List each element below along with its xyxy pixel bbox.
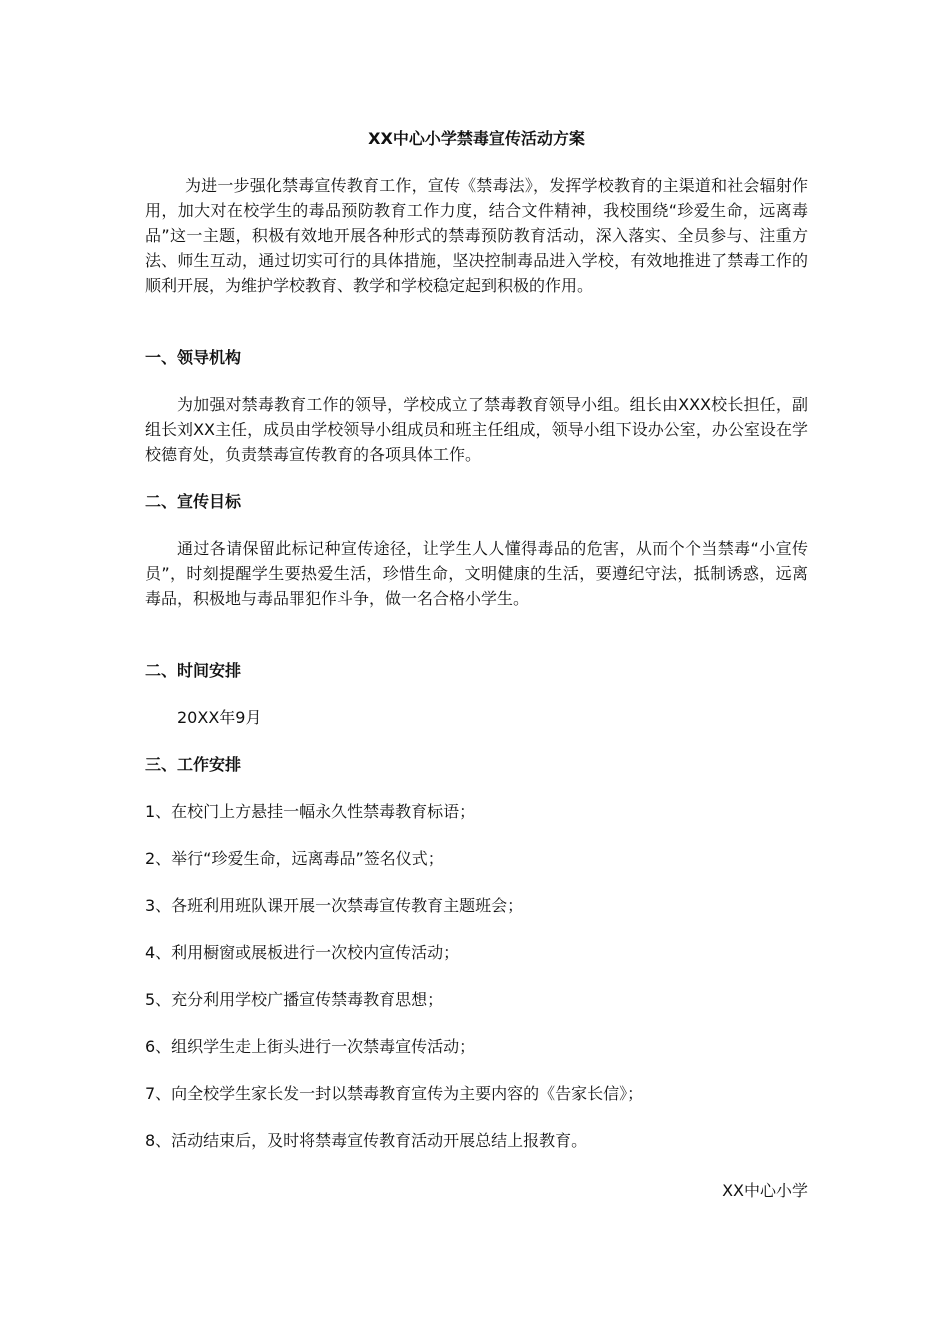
signature: XX中心小学 xyxy=(722,1181,808,1200)
list-item: 3、各班利用班队课开展一次禁毒宣传教育主题班会； xyxy=(145,896,524,915)
section-heading-leadership: 一、领导机构 xyxy=(145,348,242,367)
list-item: 4、利用橱窗或展板进行一次校内宣传活动； xyxy=(145,943,460,962)
section-heading-work: 三、工作安排 xyxy=(145,755,242,774)
section-heading-goals: 二、宣传目标 xyxy=(145,492,242,511)
section-body-schedule: 20XX年9月 xyxy=(177,708,262,727)
list-item: 6、组织学生走上街头进行一次禁毒宣传活动； xyxy=(145,1037,476,1056)
list-item: 2、举行“珍爱生命，远离毒品”签名仪式； xyxy=(145,849,444,868)
document-title: XX中心小学禁毒宣传活动方案 xyxy=(368,129,585,148)
list-item: 8、活动结束后，及时将禁毒宣传教育活动开展总结上报教育。 xyxy=(145,1131,588,1150)
intro-paragraph: 为进一步强化禁毒宣传教育工作，宣传《禁毒法》，发挥学校教育的主渠道和社会辐射作用，加大对在校学生的毒品预防教育工作力度，结合文件精神，我校围绕“珍爱生命，远离毒品”这一主题，积极有效地开展各种形式的禁毒预防教育活动，深入落实、全员参与、注重方法、师生互动，通过切实可行的具体措施，坚决控制毒品进入学校，有效地推进了禁毒工作的顺利开展，为维护学校教育、教学和学校稳定起到积极的作用。 xyxy=(145,176,808,295)
section-body-goals: 通过各请保留此标记种宣传途径，让学生人人懂得毒品的危害，从而个个当禁毒“小宣传员”，时刻提醒学生要热爱生活，珍惜生命，文明健康的生活，要遵纪守法，抵制诱惑，远离毒品，积极地与毒品罪犯作斗争，做一名合格小学生。 xyxy=(145,539,808,608)
list-item: 5、充分利用学校广播宣传禁毒教育思想； xyxy=(145,990,444,1009)
list-item: 1、在校门上方悬挂一幅永久性禁毒教育标语； xyxy=(145,802,476,821)
list-item: 7、向全校学生家长发一封以禁毒教育宣传为主要内容的《告家长信》； xyxy=(145,1084,644,1103)
section-body-leadership: 为加强对禁毒教育工作的领导，学校成立了禁毒教育领导小组。组长由XXX校长担任，副组长刘XX主任，成员由学校领导小组成员和班主任组成，领导小组下设办公室，办公室设在学校德育处，负责禁毒宣传教育的各项具体工作。 xyxy=(145,395,808,464)
section-heading-schedule: 二、时间安排 xyxy=(145,661,242,680)
